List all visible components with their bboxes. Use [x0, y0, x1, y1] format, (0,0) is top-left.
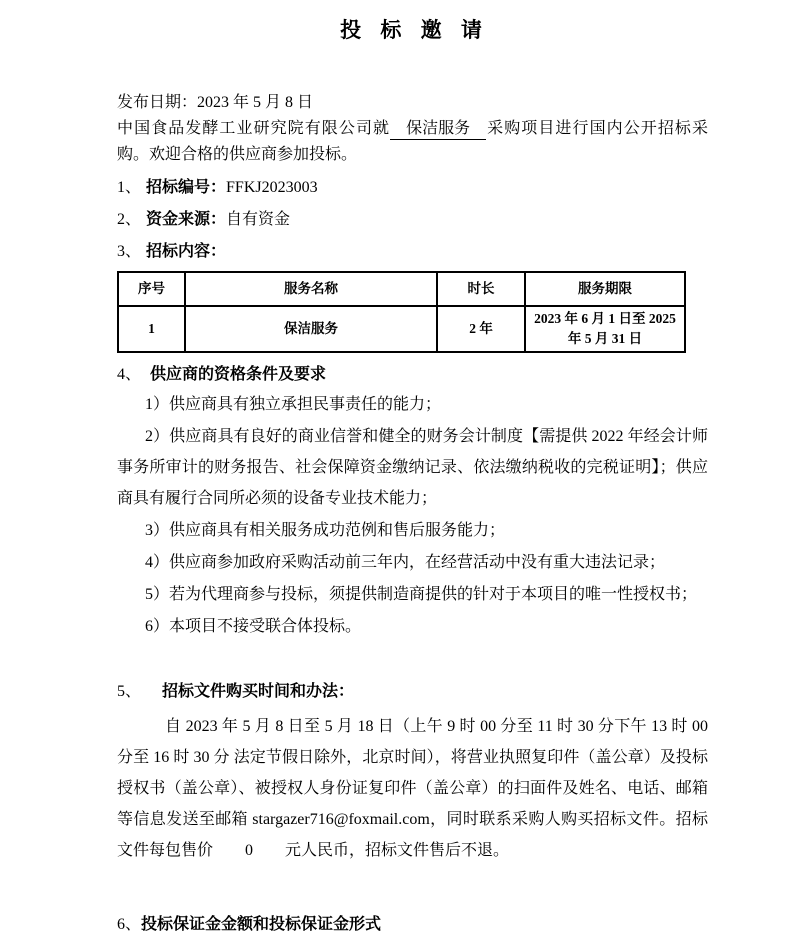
- opening-prefix: 中国食品发酵工业研究院有限公司就: [117, 120, 391, 137]
- opening-paragraph: [117, 116, 708, 168]
- purchase-method-paragraph: 自 2023 年 5 月 8 日至 5 月 18 日（上午 9 时 00 分至 11 时 30 分下午 13 时 00 分至 16 时 30 分 法定节假日除外，北京时间），将营业执照复印件（盖公章）及投标授权书（盖公章）、被授权人身份证复印件（盖公章）的扫面件及姓名、电话、邮箱等信息发送至邮箱 stargazer716@foxmail.com，同时联系采购人购买招标文件。招标文件每包售价 0 元人民币，招标文件售后不退。: [117, 718, 708, 859]
- qualification-point-1: 1）供应商具有独立承担民事责任的能力；: [145, 396, 442, 413]
- opening-suffix: 采购项目进行国内公开招标采购。欢迎合格的供应商参加投标。: [117, 120, 708, 163]
- section-4-heading-row: [117, 362, 708, 388]
- header-serial-no: 序号: [118, 272, 185, 306]
- qualification-point-4: 4）供应商参加政府采购活动前三年内，在经营活动中没有重大违法记录；: [145, 554, 666, 571]
- qualification-point-3: 3）供应商具有相关服务成功范例和售后服务能力；: [145, 522, 506, 539]
- section-6-heading-row: [117, 912, 708, 938]
- cell-service-term: 2023 年 6 月 1 日至 2025 年 5 月 31 日: [525, 306, 685, 352]
- bid-content-table: [117, 271, 686, 353]
- header-duration: 时长: [437, 272, 525, 306]
- item-value: 自有资金: [226, 211, 291, 228]
- table-header-row: [118, 272, 685, 306]
- section-number: 4、: [117, 366, 142, 383]
- header-service-term: 服务期限: [525, 272, 685, 306]
- item-number: 3、: [117, 243, 142, 260]
- qualification-point-5: 5）若为代理商参与投标，须提供制造商提供的针对于本项目的唯一性授权书；: [145, 586, 698, 603]
- section-6-heading: 投标保证金金额和投标保证金形式: [141, 916, 382, 933]
- item-label: 资金来源：: [146, 211, 227, 228]
- item-bid-content: [117, 239, 708, 264]
- item-bid-number: [117, 175, 708, 200]
- table-row: [118, 306, 685, 352]
- item-label: 招标编号：: [146, 179, 227, 196]
- section-4-heading: 供应商的资格条件及要求: [150, 366, 327, 383]
- item-number: 2、: [117, 211, 142, 228]
- header-service-name: 服务名称: [185, 272, 437, 306]
- item-value: FFKJ2023003: [226, 179, 318, 196]
- item-fund-source: [117, 207, 708, 232]
- qualification-point-2: 2）供应商具有良好的商业信誉和健全的财务会计制度【需提供 2022 年经会计师事务所审计的财务报告、社会保障资金缴纳记录、依法缴纳税收的完税证明】；供应商具有履行合同所必须的设备专业技术能力；: [117, 428, 708, 507]
- section-number: 6、: [117, 916, 142, 933]
- item-number: 1、: [117, 179, 142, 196]
- publish-date-line: 发布日期：2023 年 5 月 8 日: [117, 94, 314, 111]
- cell-service-name: 保洁服务: [185, 306, 437, 352]
- project-name-underline: 保洁服务: [390, 119, 486, 140]
- section-5-heading: 招标文件购买时间和办法：: [162, 683, 355, 700]
- section-5-heading-row: [117, 679, 708, 705]
- section-number: 5、: [117, 683, 142, 700]
- cell-serial-no: 1: [118, 306, 185, 352]
- cell-duration: 2 年: [437, 306, 525, 352]
- qualification-point-6: 6）本项目不接受联合体投标。: [145, 618, 362, 635]
- document-title: 投 标 邀 请: [340, 18, 485, 42]
- item-label: 招标内容：: [146, 243, 227, 260]
